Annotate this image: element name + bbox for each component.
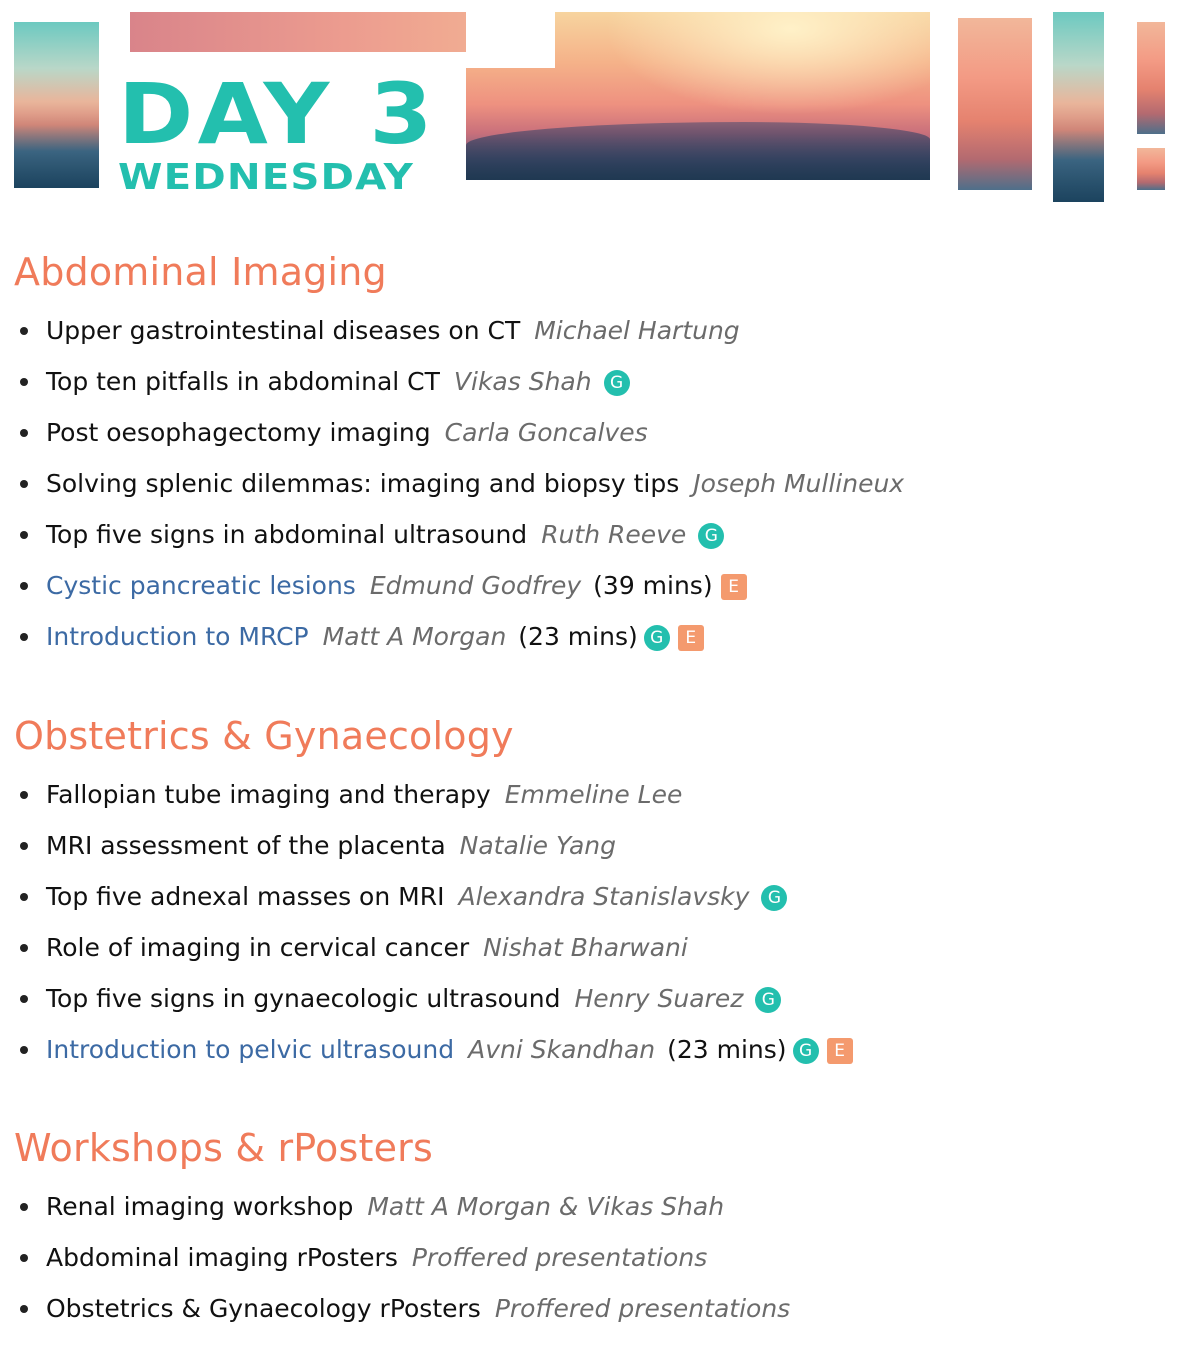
talk-title-link[interactable]: Introduction to pelvic ultrasound	[46, 1035, 455, 1064]
bullet-icon	[20, 378, 28, 386]
g-badge-icon: G	[698, 523, 724, 549]
bullet-icon	[20, 531, 28, 539]
talk-speaker: Ruth Reeve	[541, 520, 687, 549]
bullet-icon	[20, 842, 28, 850]
banner-image-right-3	[1137, 22, 1165, 134]
talk-title: Obstetrics & Gynaecology rPosters	[46, 1294, 481, 1323]
bullet-icon	[20, 327, 28, 335]
banner-image-left	[14, 22, 99, 188]
bullet-icon	[20, 582, 28, 590]
talk-title: Upper gastrointestinal diseases on CT	[46, 316, 521, 345]
talk-item	[14, 305, 1174, 356]
bullet-icon	[20, 429, 28, 437]
section-heading: Abdominal Imaging	[14, 250, 387, 294]
talk-title: Renal imaging workshop	[46, 1192, 354, 1221]
talk-title: Top five signs in gynaecologic ultrasound	[46, 984, 561, 1013]
g-badge-icon: G	[793, 1038, 819, 1064]
talk-speaker: Proffered presentations	[411, 1243, 708, 1272]
bullet-icon	[20, 893, 28, 901]
talk-title-link[interactable]: Cystic pancreatic lesions	[46, 571, 356, 600]
section-workshops-rposters	[14, 1126, 1174, 1334]
bullet-icon	[20, 1203, 28, 1211]
day-title	[118, 65, 458, 198]
bullet-icon	[20, 1254, 28, 1262]
talk-speaker: Edmund Godfrey	[369, 571, 582, 600]
talk-title: Top five signs in abdominal ultrasound	[46, 520, 528, 549]
g-badge-icon: G	[755, 987, 781, 1013]
talk-speaker: Joseph Mullineux	[693, 469, 905, 498]
talk-item[interactable]	[14, 560, 1174, 611]
talk-title: Top ten pitfalls in abdominal CT	[46, 367, 440, 396]
talk-speaker: Avni Skandhan	[468, 1035, 656, 1064]
bullet-icon	[20, 480, 28, 488]
talk-title: Top five adnexal masses on MRI	[46, 882, 445, 911]
banner-image-right-2	[1053, 12, 1104, 202]
talk-item[interactable]	[14, 611, 1174, 662]
talk-item	[14, 1283, 1174, 1334]
e-badge-icon: E	[678, 625, 704, 651]
talk-item	[14, 509, 1174, 560]
section-heading: Workshops & rPosters	[14, 1126, 433, 1170]
talk-speaker: Natalie Yang	[459, 831, 617, 860]
banner-image-right-4	[1137, 148, 1165, 190]
bullet-icon	[20, 944, 28, 952]
talk-list	[14, 305, 1174, 662]
talk-title: MRI assessment of the placenta	[46, 831, 446, 860]
g-badge-icon: G	[644, 625, 670, 651]
bullet-icon	[20, 995, 28, 1003]
talk-item	[14, 973, 1174, 1024]
talk-item	[14, 871, 1174, 922]
talk-item	[14, 1232, 1174, 1283]
talk-speaker: Michael Hartung	[534, 316, 740, 345]
talk-speaker: Emmeline Lee	[504, 780, 683, 809]
talk-title: Fallopian tube imaging and therapy	[46, 780, 491, 809]
section-heading: Obstetrics & Gynaecology	[14, 714, 514, 758]
banner-image-top	[130, 12, 522, 52]
g-badge-icon: G	[761, 885, 787, 911]
talk-speaker: Carla Goncalves	[444, 418, 648, 447]
talk-item	[14, 407, 1174, 458]
g-badge-icon: G	[604, 370, 630, 396]
talk-speaker: Matt A Morgan & Vikas Shah	[367, 1192, 725, 1221]
bullet-icon	[20, 1046, 28, 1054]
talk-title: Post oesophagectomy imaging	[46, 418, 431, 447]
talk-item	[14, 1181, 1174, 1232]
weekday: WEDNESDAY	[118, 157, 414, 198]
talk-speaker: Nishat Bharwani	[483, 933, 688, 962]
talk-list	[14, 1181, 1174, 1334]
section-abdominal-imaging	[14, 250, 1174, 662]
talk-speaker: Vikas Shah	[453, 367, 592, 396]
banner-image-surfer	[466, 12, 930, 180]
bullet-icon	[20, 633, 28, 641]
talk-item	[14, 820, 1174, 871]
talk-speaker: Henry Suarez	[574, 984, 744, 1013]
talk-list	[14, 769, 1174, 1075]
talk-title: Solving splenic dilemmas: imaging and biopsy tips	[46, 469, 680, 498]
talk-duration: (39 mins)	[593, 571, 713, 600]
bullet-icon	[20, 1305, 28, 1313]
talk-item[interactable]	[14, 1024, 1174, 1075]
day-banner	[0, 0, 1182, 215]
talk-item	[14, 356, 1174, 407]
talk-speaker: Alexandra Stanislavsky	[458, 882, 750, 911]
talk-duration: (23 mins)	[667, 1035, 787, 1064]
e-badge-icon: E	[827, 1038, 853, 1064]
banner-image-right-1	[958, 18, 1032, 190]
talk-duration: (23 mins)	[518, 622, 638, 651]
e-badge-icon: E	[721, 574, 747, 600]
talk-speaker: Proffered presentations	[494, 1294, 791, 1323]
talk-speaker: Matt A Morgan	[322, 622, 507, 651]
section-obstetrics-gynaecology	[14, 714, 1174, 1075]
talk-item	[14, 458, 1174, 509]
talk-item	[14, 769, 1174, 820]
talk-title: Abdominal imaging rPosters	[46, 1243, 398, 1272]
talk-item	[14, 922, 1174, 973]
talk-title: Role of imaging in cervical cancer	[46, 933, 470, 962]
talk-title-link[interactable]: Introduction to MRCP	[46, 622, 309, 651]
day-number: DAY 3	[118, 65, 437, 163]
bullet-icon	[20, 791, 28, 799]
